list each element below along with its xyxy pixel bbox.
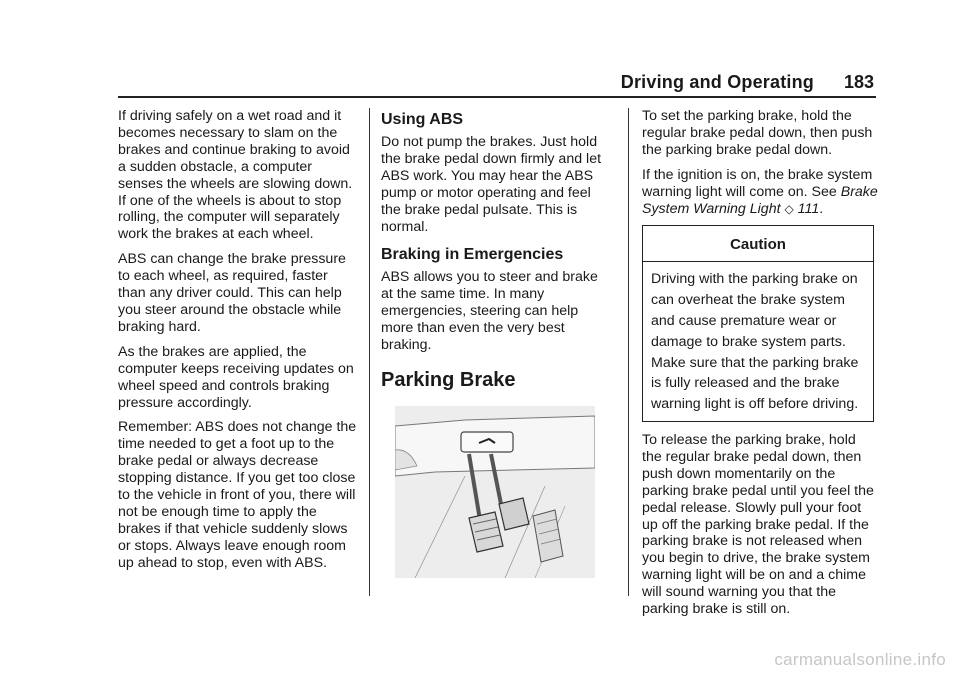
paragraph: To set the parking brake, hold the regular brake pedal down, then push the parking brake pedal down. <box>642 108 873 158</box>
paragraph: ABS can change the brake pressure to each wheel, as required, faster than any driver could. This can help you steer around the obstacle while braking hard. <box>118 251 346 335</box>
paragraph: To release the parking brake, hold the regular brake pedal down, then push down momentarily on the parking brake pedal until you feel the pedal release. Slowly pull your foot up off the parking brake pedal. If the parking brake is not released when you begin to drive, the brake system warning light will be on and a chime will sound warning you that the parking brake is still on. <box>642 432 874 618</box>
section-title: Driving and Operating <box>620 72 814 92</box>
watermark: carmanualsonline.info <box>774 650 946 669</box>
paragraph: As the brakes are applied, the computer keeps receiving updates on wheel speed and controls braking pressure accordingly. <box>118 343 354 411</box>
heading-braking-emergencies: Braking in Emergencies <box>381 246 564 264</box>
parking-brake-pedal-illustration <box>395 406 595 578</box>
column-divider <box>369 108 370 596</box>
heading-parking-brake: Parking Brake <box>381 368 516 391</box>
heading-using-abs: Using ABS <box>381 111 464 128</box>
paragraph: If driving safely on a wet road and it becomes necessary to slam on the brakes and continue braking to avoid a sudden obstacle, a computer senses the wheels are slowing down. If one of the wheels is about to stop rolling, the computer will separately work the brakes at each wheel. <box>118 108 353 243</box>
paragraph: Remember: ABS does not change the time needed to get a foot up to the brake pedal or always decrease stopping distance. If you get too close to the vehicle in front of you, there will not be enough time to apply the brakes if that vehicle suddenly slows or stops. Always leave enough room up ahead to stop, even with ABS. <box>118 419 357 571</box>
paragraph-warning-light: If the ignition is on, the brake system warning light will come on. See Brake System Warning Light ◇ 111. <box>642 166 878 217</box>
xref-link[interactable]: Brake System Warning Light <box>642 183 878 217</box>
page-header <box>118 70 876 98</box>
paragraph: Do not pump the brakes. Just hold the brake pedal down firmly and let ABS work. You may hear the ABS pump or motor operating and feel the brake pedal pulsate. This is normal. <box>381 134 602 235</box>
column-left <box>118 108 358 580</box>
page-number: 183 <box>843 72 874 92</box>
xref-icon: ◇ <box>784 201 794 216</box>
paragraph: ABS allows you to steer and brake at the same time. In many emergencies, steering can help more than even the very best braking. <box>381 269 598 354</box>
xref-page[interactable]: 111 <box>797 200 820 217</box>
caution-box <box>642 225 874 422</box>
caution-title: Caution <box>643 226 873 262</box>
column-divider <box>628 108 629 596</box>
column-right <box>642 108 878 626</box>
caution-body: Driving with the parking brake on can overheat the brake system and cause premature wear or damage to brake system parts. Make sure that the parking brake is fully released and the brake warning light is off before driving. <box>651 271 859 413</box>
column-middle <box>381 110 611 578</box>
